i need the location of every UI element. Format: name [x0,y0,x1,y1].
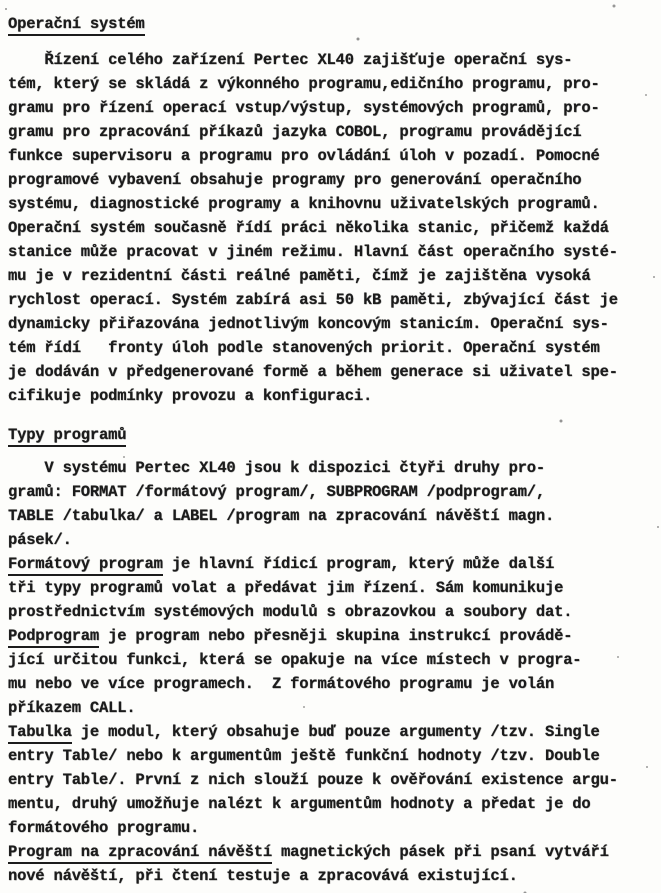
document-body [8,12,658,888]
text-line: mu je v rezidentní části reálné paměti, čímž je zajištěna vysoká [8,267,591,285]
text-line: formátového programu. [8,819,200,837]
term-underlined: Tabulka [8,723,72,744]
text-line: entry Table/. První z nich slouží pouze k ověřování existence argu- [8,771,618,789]
text-line: jící určitou funkci, která se opakuje na více místech v progra- [8,651,582,669]
text-line: gramu pro zpracování příkazů jazyka COBOL, programu provádějící [8,123,582,141]
text-line: gramu pro řízení operací vstup/výstup, systémových programů, pro- [8,99,600,117]
text-line: Řízení celého zařízení Pertec XL40 zajišťuje operační sys- [8,51,573,69]
definition-program-navesti: Program na zpracování návěští magnetických pásek při psaní vytváří [8,840,658,864]
scan-noise-specks [5,8,7,10]
text-line: dynamicky přiřazována jednotlivým koncovým stanicím. Operační sys- [8,315,609,333]
heading-operacni-system [8,12,658,36]
text-line: programové vybavení obsahuje programy pro generování operačního [8,171,582,189]
text-line: rychlost operací. Systém zabírá asi 50 kB paměti, zbývající část je [8,291,618,309]
definition-formatovy-program: Formátový program je hlavní řídicí program, který může další [8,552,658,576]
term-underlined: Podprogram [8,627,99,648]
text-line: tém, který se skládá z výkonného programu,edičního programu, pro- [8,75,600,93]
text-line: stanice může pracovat v jiném režimu. Hlavní část operačního systé- [8,243,618,261]
text-line: pásek/. [8,531,72,549]
text-line: tři typy programů volat a předávat jim řízení. Sám komunikuje [8,579,564,597]
text-line: cifikuje podmínky provozu a konfiguraci. [8,387,373,405]
term-underlined: Formátový program [8,555,163,576]
definition-tabulka: Tabulka je modul, který obsahuje buď pouze argumenty /tzv. Single [8,720,658,744]
text-line: prostřednictvím systémových modulů s obrazovkou a soubory dat. [8,603,573,621]
text-line: příkazem CALL. [8,699,136,717]
text-line: systému, diagnostické programy a knihovnu uživatelských programů. [8,195,600,213]
text-line: mu nebo ve více programech. Z formátového programu je volán [8,675,555,693]
text-line: Operační systém současně řídí práci několika stanic, přičemž každá [8,219,609,237]
text-line: entry Table/ nebo k argumentům ještě funkční hodnoty /tzv. Double [8,747,600,765]
heading-underlined-text: Typy programů [8,426,126,447]
text-line: gramů: FORMAT /formátový program/, SUBPROGRAM /podprogram/, [8,483,545,501]
text-line: funkce supervisoru a programu pro ovládání úloh v pozadí. Pomocné [8,147,600,165]
text-line: tém řídí fronty úloh podle stanovených priorit. Operační systém [8,339,600,357]
text-line: V systému Pertec XL40 jsou k dispozici čtyři druhy pro- [8,459,545,477]
text-line: nové návěští, při čtení testuje a zpracovává existující. [8,867,518,885]
text-line: TABLE /tabulka/ a LABEL /program na zpracování návěští magn. [8,507,555,525]
term-underlined: Program na zpracování návěští [8,843,272,864]
definition-podprogram: Podprogram je program nebo přesněji skupina instrukcí provádě- [8,624,658,648]
heading-typy-programu [8,423,658,447]
text-line: mentu, druhý umožňuje nalézt k argumentům hodnoty a předat je do [8,795,591,813]
text-line: je dodáván v předgenerované formě a během generace si uživatel spe- [8,363,618,381]
heading-underlined-text: Operační systém [8,15,145,36]
